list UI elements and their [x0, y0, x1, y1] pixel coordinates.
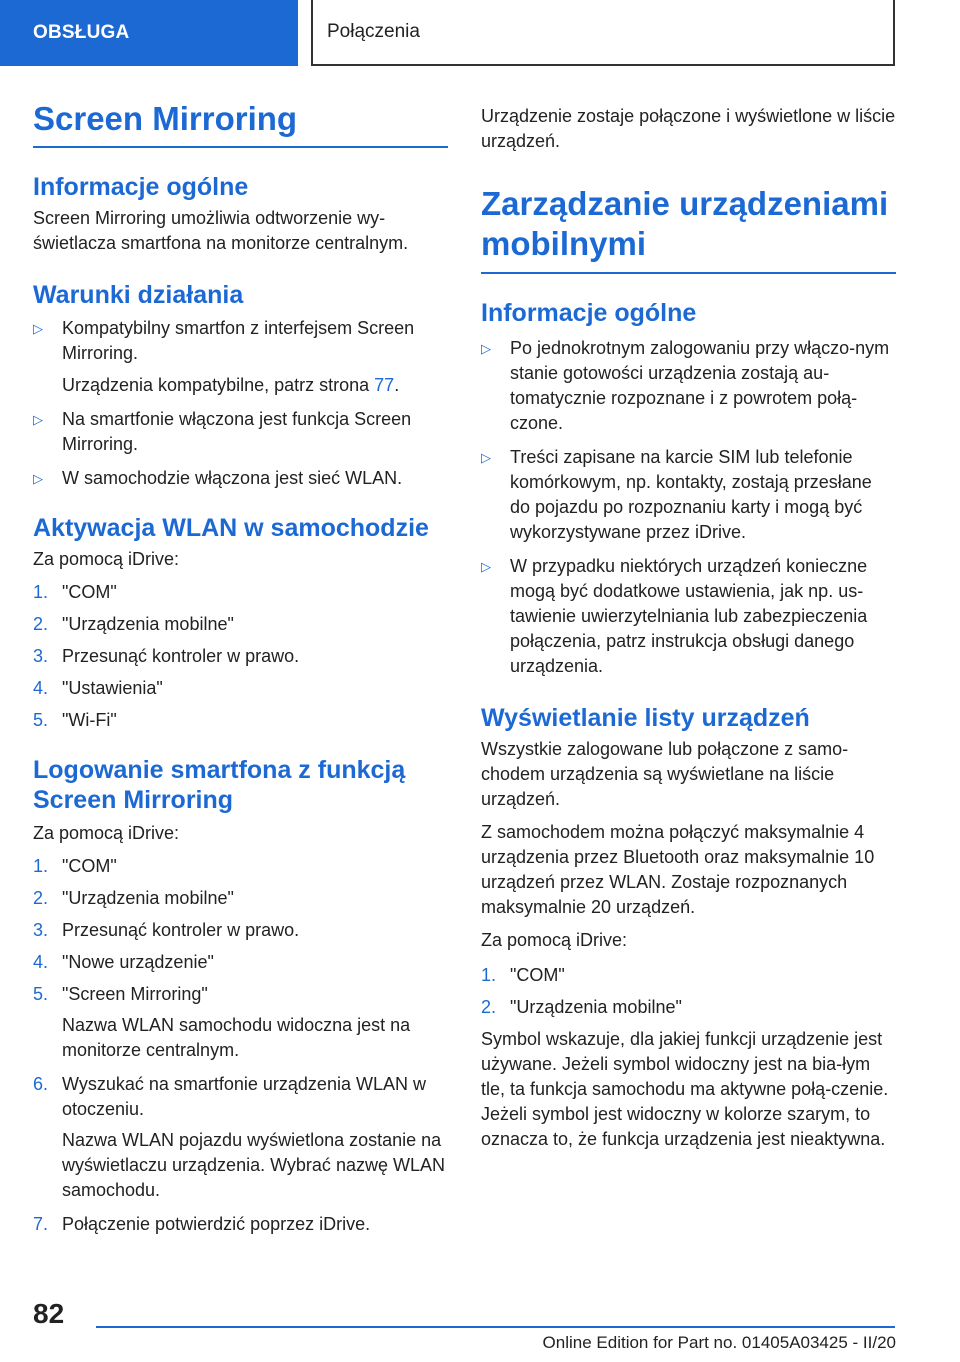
- device-list-heading: Wyświetlanie listy urządzeń: [481, 704, 810, 732]
- footer-divider: [96, 1326, 895, 1328]
- list-item: ▷ W przypadku niektórych urządzeń konieczne mogą być dodatkowe ustawienia, jak np. us-tawienie uwierzytelniania lub zabezpieczenia połączenia, patrz instrukcja obsługi danego urządzenia.: [481, 556, 868, 676]
- login-intro: Za pomocą iDrive:: [33, 823, 180, 843]
- conditions-heading: Warunki działania: [33, 281, 244, 309]
- page-link[interactable]: 77: [374, 375, 395, 395]
- right-column: [481, 100, 896, 1152]
- step-item: 1. "COM": [33, 582, 117, 602]
- triangle-bullet-icon: ▷: [33, 412, 43, 427]
- device-list-p2: Z samochodem można połączyć maksymalnie 4 urządzenia przez Bluetooth oraz maksymalnie 10 urządzeń przez WLAN. Zostaje rozpoznanych maksymalnie 20 urządzeń.: [481, 822, 875, 917]
- login-steps: [33, 854, 448, 1007]
- left-column: [33, 100, 448, 1237]
- login-heading: Logowanie smartfona z funkcją Screen Mirroring: [33, 756, 406, 814]
- chapter-tab: [311, 0, 895, 66]
- activation-intro: Za pomocą iDrive:: [33, 549, 180, 569]
- activation-heading: Aktywacja WLAN w samochodzie: [33, 514, 429, 542]
- list-item: ▷ Na smartfonie włączona jest funkcja Screen Mirroring.: [33, 409, 412, 454]
- list-item: ▷ Kompatybilny smartfon z interfejsem Screen Mirroring.: [33, 318, 415, 363]
- footer-edition: Online Edition for Part no. 01405A03425 - II/20: [542, 1333, 896, 1352]
- general-text: Screen Mirroring umożliwia odtworzenie wy-świetlacza smartfona na monitorze centralnym.: [33, 208, 409, 253]
- device-list-p3: Symbol wskazuje, dla jakiej funkcji urządzenie jest używane. Jeżeli symbol widoczny jest na bia-łym tle, ta funkcja samochodu ma aktywne połą-czenie. Jeżeli symbol jest widoczny w kolorze szarym, to oznacza to, że funkcja urządzenia jest nieaktywna.: [481, 1029, 889, 1149]
- triangle-bullet-icon: ▷: [481, 450, 491, 465]
- conditions-list-cont: [33, 407, 448, 491]
- list-item: ▷ Po jednokrotnym zalogowaniu przy włączo-nym stanie gotowości urządzenia zostają au-tomatycznie rozpoznane i z powrotem połą-czone.: [481, 338, 890, 433]
- step-item: 3. Przesunąć kontroler w prawo.: [33, 920, 300, 940]
- step-item: 3. Przesunąć kontroler w prawo.: [33, 646, 300, 666]
- login-steps-cont: [33, 1072, 448, 1122]
- page-title: Screen Mirroring: [33, 100, 448, 148]
- step-item: 1. "COM": [481, 965, 565, 985]
- login-steps-end: [33, 1212, 448, 1237]
- activation-steps: [33, 580, 448, 733]
- device-list-steps: [481, 963, 896, 1020]
- login-note-6: Nazwa WLAN pojazdu wyświetlona zostanie na wyświetlaczu urządzenia. Wybrać nazwę WLAN samochodu.: [62, 1130, 445, 1200]
- general-heading: Informacje ogólne: [33, 173, 249, 201]
- chapter-label: Połączenia: [327, 21, 420, 42]
- step-item: 1. "COM": [33, 856, 117, 876]
- list-item: ▷ Treści zapisane na karcie SIM lub telefonie komórkowym, np. kontakty, zostają przesłane do pojazdu po rozpoznaniu karty i mogą być wykorzystywane przez iDrive.: [481, 447, 872, 542]
- device-list-p1: Wszystkie zalogowane lub połączone z samo-chodem urządzenia są wyświetlane na liście urządzeń.: [481, 739, 849, 809]
- section-label: OBSŁUGA: [33, 22, 130, 43]
- section-title: Zarządzanie urządzeniami mobilnymi: [481, 184, 896, 274]
- connected-text: Urządzenie zostaje połączone i wyświetlone w liście urządzeń.: [481, 106, 896, 151]
- conditions-list: [33, 316, 448, 366]
- device-list-intro: Za pomocą iDrive:: [481, 930, 628, 950]
- step-item: 2. "Urządzenia mobilne": [33, 614, 234, 634]
- step-item: 2. "Urządzenia mobilne": [481, 997, 682, 1017]
- page-number: 82: [33, 1298, 65, 1329]
- general-heading-right: Informacje ogólne: [481, 299, 697, 327]
- general-list: [481, 336, 896, 679]
- triangle-bullet-icon: ▷: [33, 321, 43, 336]
- step-item: 4. "Nowe urządzenie": [33, 952, 214, 972]
- triangle-bullet-icon: ▷: [481, 559, 491, 574]
- step-item: 6. Wyszukać na smartfonie urządzenia WLAN w otoczeniu.: [33, 1074, 426, 1119]
- step-item: 5. "Wi-Fi": [33, 710, 117, 730]
- step-item: 4. "Ustawienia": [33, 678, 163, 698]
- step-item: 2. "Urządzenia mobilne": [33, 888, 234, 908]
- step-item: 5. "Screen Mirroring": [33, 984, 208, 1004]
- login-note-5: Nazwa WLAN samochodu widoczna jest na monitorze centralnym.: [62, 1015, 411, 1060]
- step-item: 7. Połączenie potwierdzić poprzez iDrive.: [33, 1214, 371, 1234]
- triangle-bullet-icon: ▷: [481, 341, 491, 356]
- section-tab: [0, 0, 298, 66]
- list-item: ▷ W samochodzie włączona jest sieć WLAN.: [33, 466, 448, 491]
- triangle-bullet-icon: ▷: [33, 471, 43, 486]
- conditions-note: Urządzenia kompatybilne, patrz strona 77.: [62, 375, 400, 395]
